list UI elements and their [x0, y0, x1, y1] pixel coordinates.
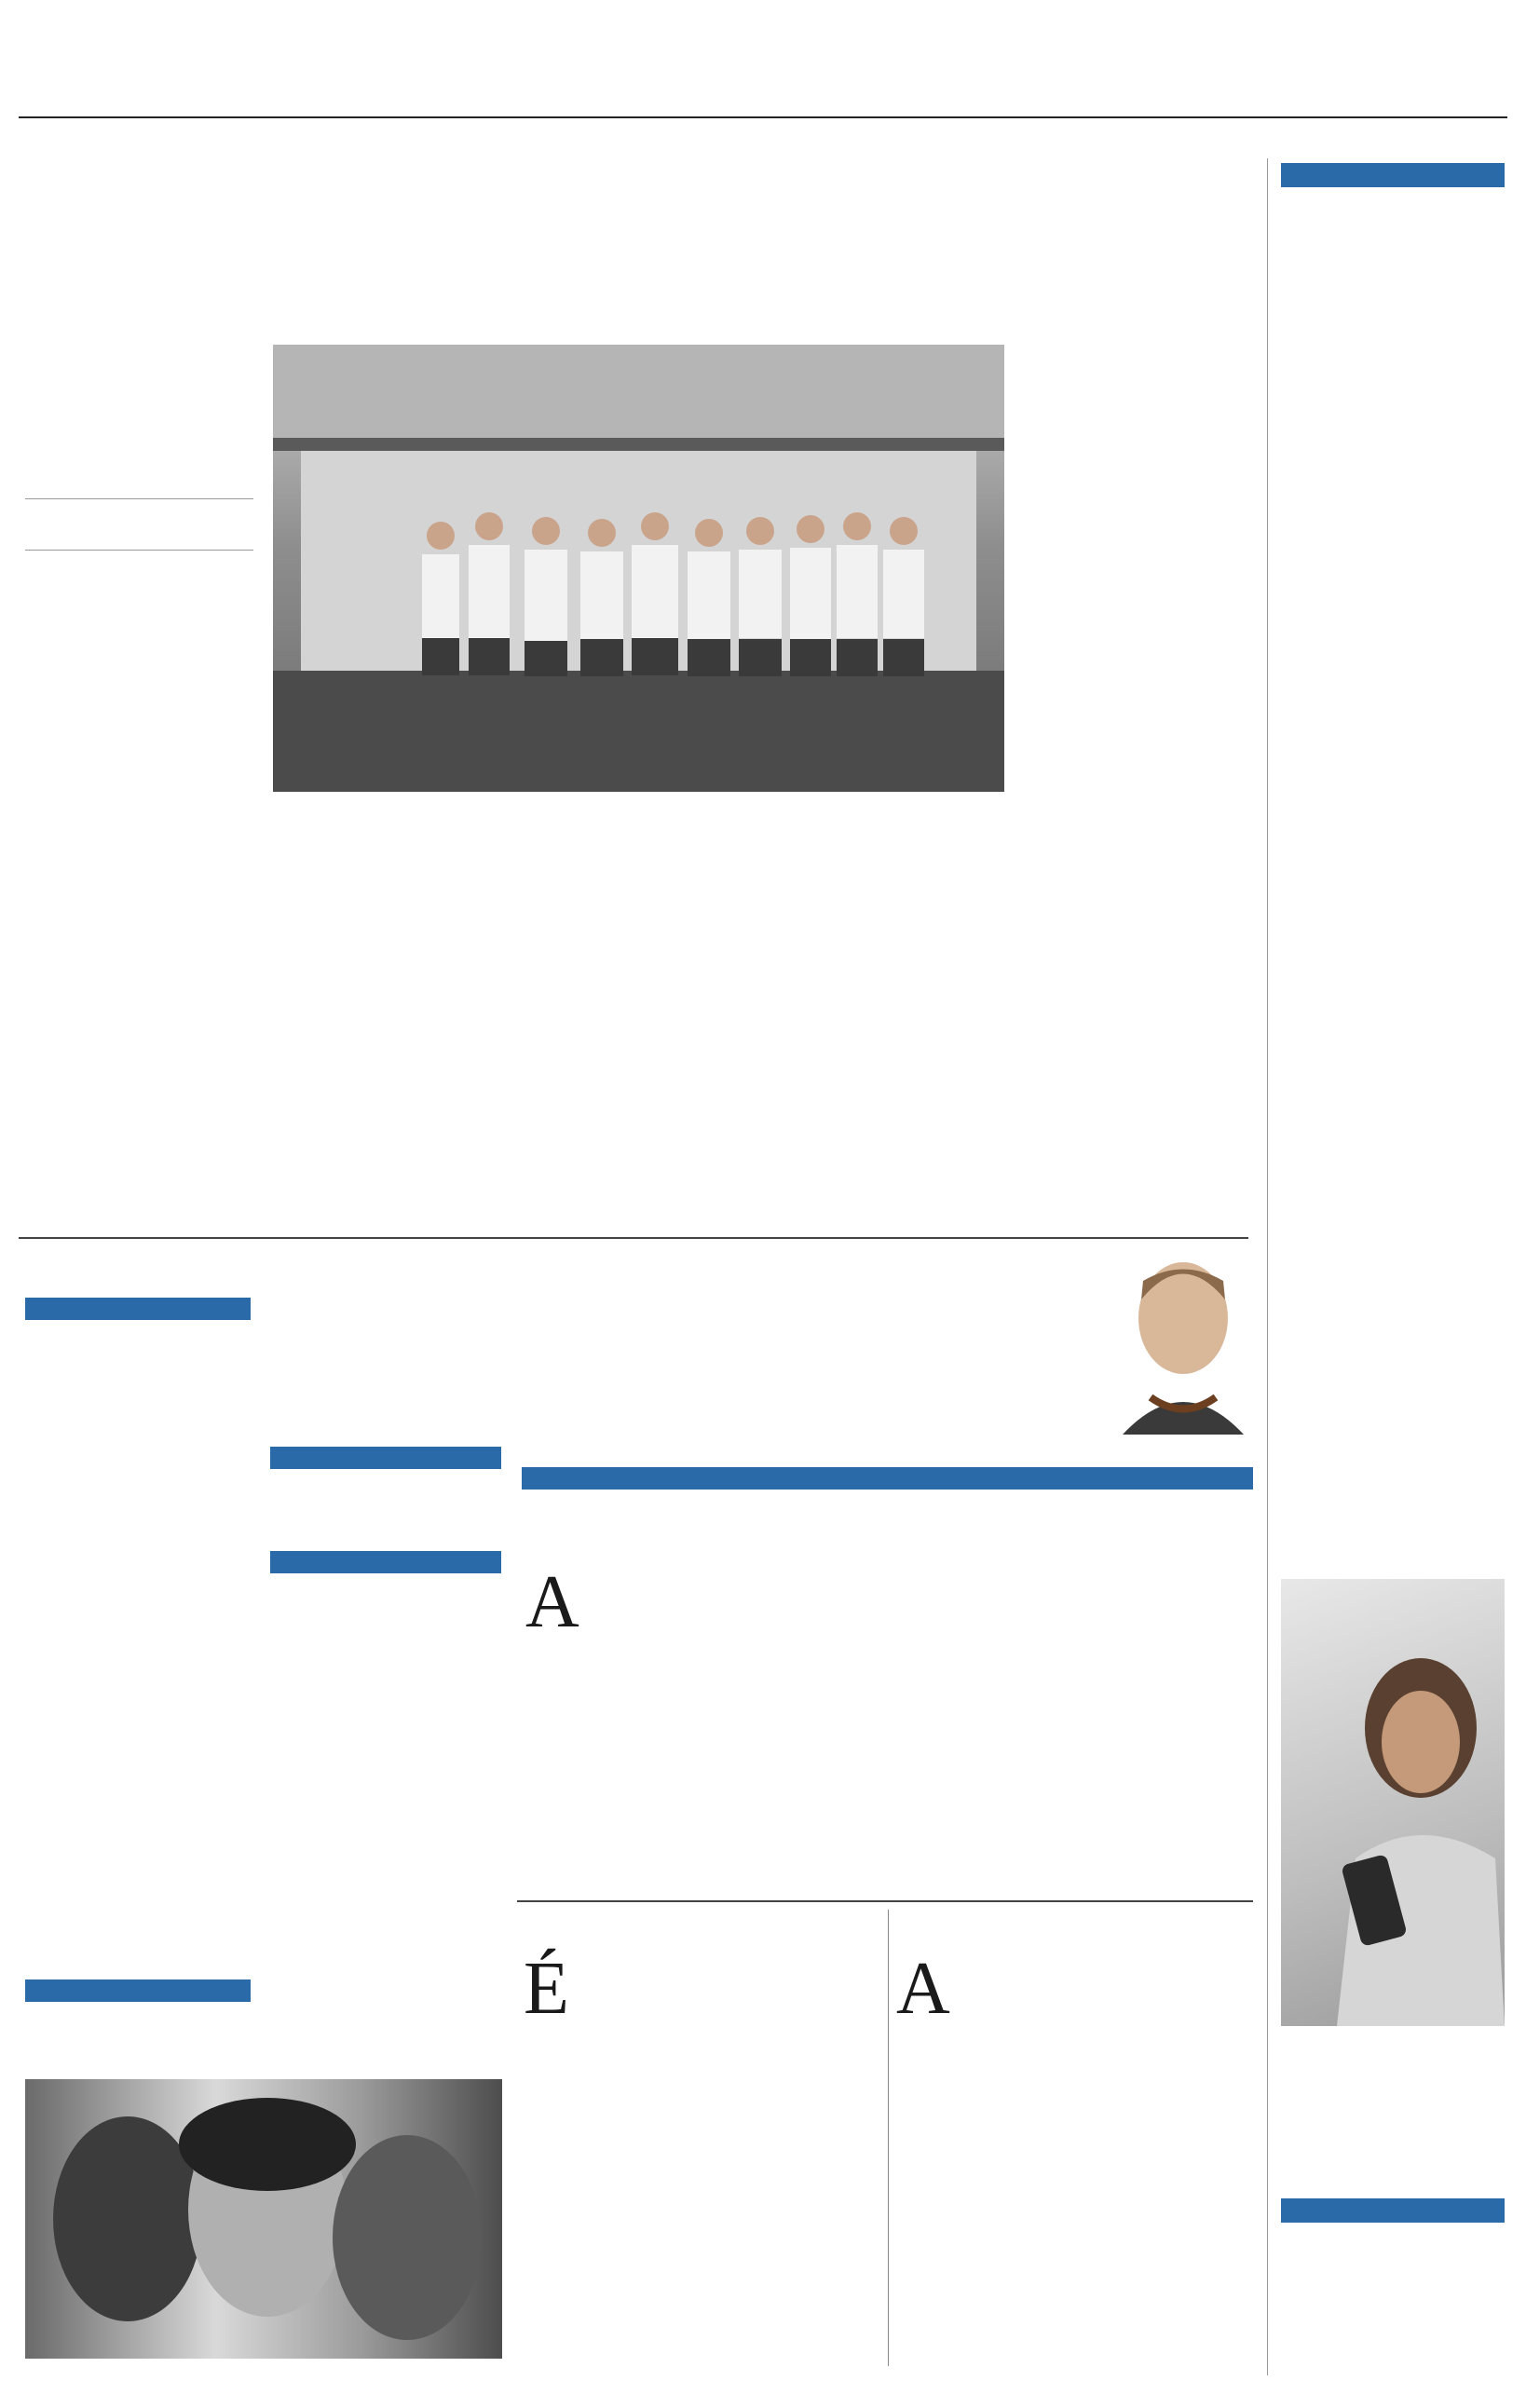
header-rule	[19, 116, 1507, 118]
postabontas-header	[522, 1467, 1253, 1490]
szinhaz-listing	[25, 2006, 253, 2063]
postabontas-col3	[1020, 1570, 1251, 1868]
water-levels	[1281, 2198, 1505, 2223]
turmix-header	[270, 1551, 501, 1573]
divider	[25, 498, 253, 499]
szinhaz-listing-cont	[270, 1298, 501, 1437]
info-col1	[279, 878, 512, 1223]
article-col1b	[25, 1051, 256, 1228]
postabontas-col2	[771, 1570, 1000, 1886]
koncert-header	[270, 1447, 501, 1469]
mozi-listing	[25, 1325, 253, 1967]
choir-photo	[273, 345, 1004, 792]
ikon-text	[564, 1956, 880, 2347]
phone-user-photo	[1281, 1579, 1505, 2026]
mozi-header	[25, 1298, 251, 1320]
contact-box	[517, 1248, 1253, 1444]
challengers-photo	[25, 2079, 502, 2359]
szinhaz-header	[25, 1979, 251, 2002]
article-col1	[25, 562, 256, 1046]
section-rule	[19, 1237, 1248, 1239]
info-col3	[770, 878, 1002, 1223]
postabontas-col1	[529, 1616, 753, 1886]
article-col4b	[1020, 615, 1253, 1090]
turmix-listing	[270, 1578, 501, 2072]
postabontas-col1-top	[570, 1570, 752, 1616]
article-col4	[1020, 345, 1253, 610]
article-col4c	[1020, 1095, 1253, 1225]
section-rule	[517, 1900, 1253, 1902]
column-divider	[1267, 158, 1268, 2375]
dropcap: É	[524, 1948, 569, 2030]
sms-header	[1281, 163, 1505, 187]
info-col2	[525, 878, 757, 1223]
column-divider	[888, 1910, 889, 2366]
sms-column	[1281, 196, 1505, 1816]
divider	[25, 550, 253, 551]
auto-text	[941, 1956, 1253, 2347]
editor-portrait	[1113, 1248, 1253, 1435]
koncert-listing	[270, 1474, 501, 1539]
dropcap: A	[525, 1561, 579, 1643]
dropcap: A	[896, 1948, 950, 2030]
water-levels-header	[1281, 2198, 1505, 2223]
